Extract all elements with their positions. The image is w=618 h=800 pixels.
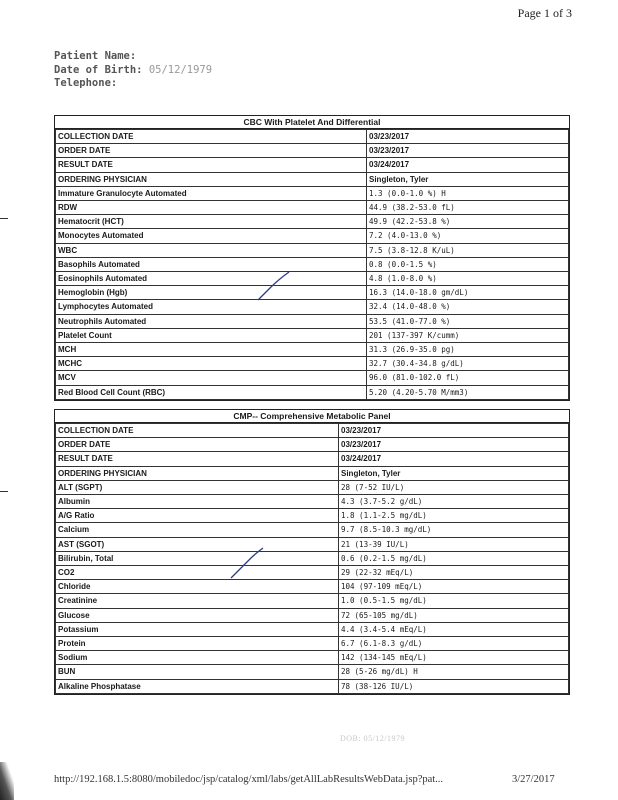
test-name: ORDER DATE — [56, 438, 339, 452]
table-row — [56, 130, 569, 144]
table-row — [56, 328, 569, 342]
test-name: ORDERING PHYSICIAN — [56, 466, 339, 480]
test-name: RESULT DATE — [56, 158, 367, 172]
test-name: Calcium — [56, 523, 339, 537]
test-result: 9.7 (8.5-10.3 mg/dL) — [339, 523, 569, 537]
dob-label: Date of Birth: — [54, 63, 143, 76]
faint-dob-stamp: DOB: 05/12/1979 — [340, 734, 406, 743]
test-result: Singleton, Tyler — [339, 466, 569, 480]
test-result: 1.0 (0.5-1.5 mg/dL) — [339, 594, 569, 608]
table-row — [56, 424, 569, 438]
table-row — [56, 509, 569, 523]
test-result: 29 (22-32 mEq/L) — [339, 566, 569, 580]
test-result: 44.9 (38.2-53.0 fL) — [367, 201, 569, 215]
test-result: 96.0 (81.0-102.0 fL) — [367, 371, 569, 385]
table-row — [56, 551, 569, 565]
test-name: Chloride — [56, 580, 339, 594]
test-name: MCH — [56, 343, 367, 357]
test-result: 31.3 (26.9-35.0 pg) — [367, 343, 569, 357]
table-row — [56, 438, 569, 452]
table-row — [56, 594, 569, 608]
table-row — [56, 300, 569, 314]
test-name: Red Blood Cell Count (RBC) — [56, 385, 367, 399]
table-row — [56, 272, 569, 286]
test-name: WBC — [56, 243, 367, 257]
test-result: 0.8 (0.0-1.5 %) — [367, 257, 569, 271]
scan-edge-mark — [0, 218, 8, 219]
test-name: Potassium — [56, 622, 339, 636]
scan-corner-shadow — [0, 762, 14, 800]
test-name: Lymphocytes Automated — [56, 300, 367, 314]
test-name: COLLECTION DATE — [56, 130, 367, 144]
pen-check-mark-icon — [229, 546, 265, 582]
test-name: ORDERING PHYSICIAN — [56, 172, 367, 186]
patient-info — [54, 50, 212, 91]
test-name: Platelet Count — [56, 328, 367, 342]
table-row — [56, 257, 569, 271]
test-result: 0.6 (0.2-1.5 mg/dL) — [339, 551, 569, 565]
table-row — [56, 580, 569, 594]
test-name: Hemoglobin (Hgb) — [56, 286, 367, 300]
test-name: Bilirubin, Total — [56, 551, 339, 565]
test-name: Neutrophils Automated — [56, 314, 367, 328]
table-row — [56, 608, 569, 622]
test-result: 7.5 (3.8-12.8 K/uL) — [367, 243, 569, 257]
test-result: 6.7 (6.1-8.3 g/dL) — [339, 637, 569, 651]
dob-row — [54, 64, 212, 78]
cmp-panel-title: CMP-- Comprehensive Metabolic Panel — [55, 410, 569, 423]
test-result: 28 (7-52 IU/L) — [339, 480, 569, 494]
table-row — [56, 215, 569, 229]
test-name: Albumin — [56, 495, 339, 509]
test-name: Protein — [56, 637, 339, 651]
test-result: 4.4 (3.4-5.4 mEq/L) — [339, 622, 569, 636]
test-result: 53.5 (41.0-77.0 %) — [367, 314, 569, 328]
test-result: 03/24/2017 — [367, 158, 569, 172]
test-result: 142 (134-145 mEq/L) — [339, 651, 569, 665]
test-result: 32.4 (14.0-48.0 %) — [367, 300, 569, 314]
test-name: ORDER DATE — [56, 144, 367, 158]
test-result: 28 (5-26 mg/dL) H — [339, 665, 569, 679]
table-row — [56, 286, 569, 300]
test-result: 7.2 (4.0-13.0 %) — [367, 229, 569, 243]
table-row — [56, 679, 569, 693]
test-result: 78 (38-126 IU/L) — [339, 679, 569, 693]
footer-url: http://192.168.1.5:8080/mobiledoc/jsp/catalog/xml/labs/getAllLabResultsWebData.jsp?pat... — [54, 774, 444, 785]
test-result: 32.7 (30.4-34.8 g/dL) — [367, 357, 569, 371]
table-row — [56, 186, 569, 200]
test-result: 4.8 (1.0-8.0 %) — [367, 272, 569, 286]
test-result: 03/24/2017 — [339, 452, 569, 466]
cmp-table — [55, 423, 569, 694]
table-row — [56, 172, 569, 186]
table-row — [56, 665, 569, 679]
test-name: MCHC — [56, 357, 367, 371]
test-name: Hematocrit (HCT) — [56, 215, 367, 229]
test-result: 104 (97-109 mEq/L) — [339, 580, 569, 594]
table-row — [56, 144, 569, 158]
test-name: A/G Ratio — [56, 509, 339, 523]
test-name: Sodium — [56, 651, 339, 665]
test-result: 03/23/2017 — [367, 130, 569, 144]
test-name: Eosinophils Automated — [56, 272, 367, 286]
test-name: CO2 — [56, 566, 339, 580]
test-name: Glucose — [56, 608, 339, 622]
table-row — [56, 385, 569, 399]
table-row — [56, 343, 569, 357]
table-row — [56, 566, 569, 580]
test-result: 5.20 (4.20-5.70 M/mm3) — [367, 385, 569, 399]
test-result: 201 (137-397 K/cumm) — [367, 328, 569, 342]
cbc-table — [55, 129, 569, 400]
table-row — [56, 651, 569, 665]
test-name: Basophils Automated — [56, 257, 367, 271]
cbc-panel-title: CBC With Platelet And Differential — [55, 116, 569, 129]
test-name: ALT (SGPT) — [56, 480, 339, 494]
test-result: Singleton, Tyler — [367, 172, 569, 186]
footer-date: 3/27/2017 — [512, 774, 555, 785]
test-name: RDW — [56, 201, 367, 215]
table-row — [56, 357, 569, 371]
table-row — [56, 537, 569, 551]
test-result: 16.3 (14.0-18.0 gm/dL) — [367, 286, 569, 300]
table-row — [56, 466, 569, 480]
page-indicator: Page 1 of 3 — [517, 6, 572, 20]
test-result: 1.3 (0.0-1.0 %) H — [367, 186, 569, 200]
test-name: MCV — [56, 371, 367, 385]
table-row — [56, 158, 569, 172]
table-row — [56, 622, 569, 636]
test-result: 03/23/2017 — [339, 438, 569, 452]
test-name: Creatinine — [56, 594, 339, 608]
test-name: AST (SGOT) — [56, 537, 339, 551]
table-row — [56, 371, 569, 385]
pen-check-mark-icon — [256, 270, 292, 304]
scan-edge-mark — [0, 491, 8, 492]
table-row — [56, 314, 569, 328]
test-name: COLLECTION DATE — [56, 424, 339, 438]
test-result: 1.8 (1.1-2.5 mg/dL) — [339, 509, 569, 523]
test-result: 03/23/2017 — [367, 144, 569, 158]
table-row — [56, 201, 569, 215]
test-name: Alkaline Phosphatase — [56, 679, 339, 693]
test-name: Monocytes Automated — [56, 229, 367, 243]
test-result: 4.3 (3.7-5.2 g/dL) — [339, 495, 569, 509]
test-result: 21 (13-39 IU/L) — [339, 537, 569, 551]
table-row — [56, 452, 569, 466]
cbc-panel — [54, 115, 570, 401]
test-name: Immature Granulocyte Automated — [56, 186, 367, 200]
table-row — [56, 229, 569, 243]
test-name: BUN — [56, 665, 339, 679]
test-result: 72 (65-105 mg/dL) — [339, 608, 569, 622]
test-result: 03/23/2017 — [339, 424, 569, 438]
test-name: RESULT DATE — [56, 452, 339, 466]
table-row — [56, 243, 569, 257]
table-row — [56, 523, 569, 537]
cmp-panel — [54, 409, 570, 695]
table-row — [56, 495, 569, 509]
table-row — [56, 480, 569, 494]
telephone-label: Telephone: — [54, 77, 118, 89]
table-row — [56, 637, 569, 651]
test-result: 49.9 (42.2-53.8 %) — [367, 215, 569, 229]
patient-name-label: Patient Name: — [54, 50, 137, 62]
dob-value: 05/12/1979 — [148, 63, 213, 76]
